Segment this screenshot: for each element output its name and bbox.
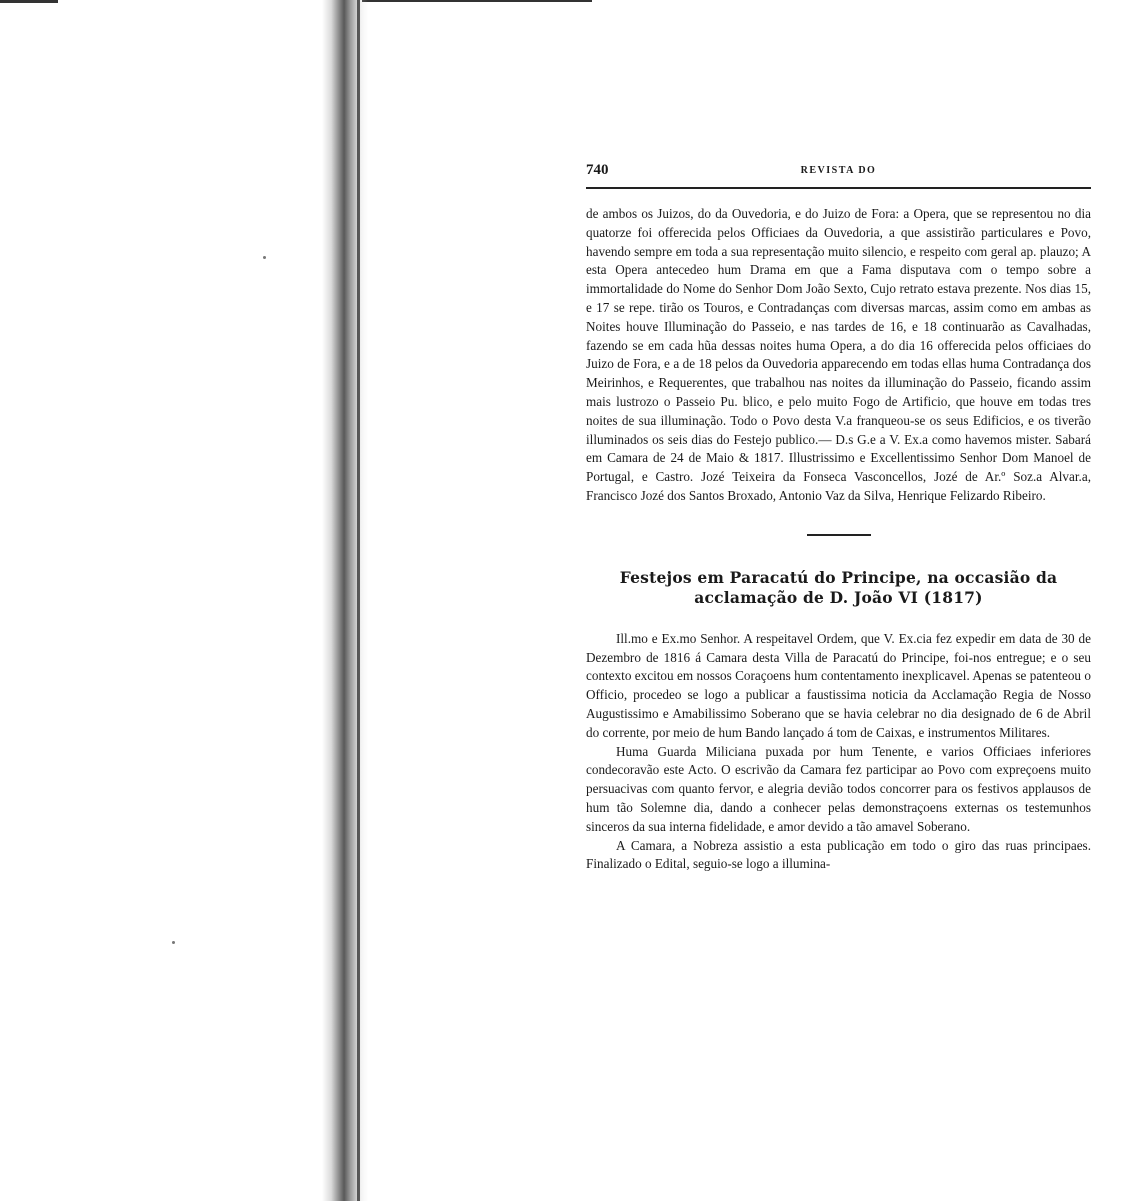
book-page: [586, 162, 1091, 874]
page-header: [586, 162, 1091, 184]
section-separator: [807, 534, 871, 536]
section-title: [586, 568, 1091, 608]
scan-edge-mark: [362, 0, 592, 2]
scan-edge-mark: [0, 0, 58, 3]
section-title-line-2: acclamação de D. João VI (1817): [694, 587, 983, 607]
section-paragraph: A Camara, a Nobreza assistio a esta publicação em todo o giro das ruas principaes. Finalizado o Edital, seguio-se logo a illumina-: [586, 837, 1091, 872]
scan-speck: [263, 256, 266, 259]
section-title-line-1: Festejos em Paracatú do Principe, na occasião da: [619, 567, 1058, 587]
book-gutter-shadow: [322, 0, 368, 1201]
running-head: REVISTA DO: [800, 165, 877, 176]
section-paragraph: Huma Guarda Miliciana puxada por hum Tenente, e varios Officiaes inferiores condecoravão este Acto. O escrivão da Camara fez participar ao Povo com expreçoens muito persuacivas com quanto fervor, e alegria devião todos concorrer para os festivos applausos de hum tão Solemne dia, dando a conhecer pelas demonstraçoens externas os testemunhos sinceros da sua interna fidelidade, e amor devido a tão amavel Soberano.: [586, 743, 1091, 834]
scan-speck: [172, 941, 175, 944]
page-number: 740: [586, 162, 609, 178]
section-paragraph: Ill.mo e Ex.mo Senhor. A respeitavel Ordem, que V. Ex.cia fez expedir em data de 30 de Dezembro de 1816 á Camara desta Villa de Paracatú do Principe, foi-nos entregue; e o seu contexto excitou em nossos Coraçoens hum contentamento inexplicavel. Apenas se patenteou o Officio, procedeo se logo a publicar a faustissima noticia da Acclamação Regia de Nosso Augustissimo e Amabilissimo Soberano que se havia celebrar no dia designado de 6 de Abril do corrente, por meio de hum Bando lançado á tom de Caixas, e instrumentos Militares.: [586, 630, 1091, 740]
header-rule: [586, 187, 1091, 189]
continued-paragraph: de ambos os Juizos, do da Ouvedoria, e do Juizo de Fora: a Opera, que se representou no dia quatorze foi offerecida pelos Officiaes da Ouvedoria, a que assistirão particulares e Povo, havendo sempre em toda a sua representação muito silencio, e respeito com geral ap. plauzo; A esta Opera antecedeo hum Drama em que a Fama disputava com o tempo sobre a immortalidade do Nome do Senhor Dom João Sexto, Cujo retrato estava prezente. Nos dias 15, e 17 se repe. tirão os Touros, e Contradanças com diversas marcas, assim como em ambas as Noites houve Illuminação do Passeio, e nas tardes de 16, e 18 continuarão as Cavalhadas, fazendo se em cada hũa dessas noites huma Opera, a do dia 16 offerecida pelos officiaes do Juizo de Fora, e a de 18 pelos da Ouvedoria apparecendo em todas ellas huma Contradança dos Meirinhos, e Requerentes, que trabalhou nas noites da illuminação do Passeio, ficando assim mais lustrozo o Passeio Pu. blico, e pelo muito Fogo de Artificio, que houve em todas tres noites de sua illuminação. Todo o Povo desta V.a franqueou-se os seus Edificios, e os tiverão illuminados os seis dias do Festejo publico.— D.s G.e a V. Ex.a como havemos mister. Sabará em Camara de 24 de Maio & 1817. Illustrissimo e Excellentissimo Senhor Dom Manoel de Portugal, e Castro. Jozé Teixeira da Fonseca Vasconcellos, Jozé de Ar.º Soz.a Alvar.a, Francisco Jozé dos Santos Broxado, Antonio Vaz da Silva, Henrique Felizardo Ribeiro.: [586, 206, 1091, 503]
book-gutter-line: [357, 0, 360, 1201]
